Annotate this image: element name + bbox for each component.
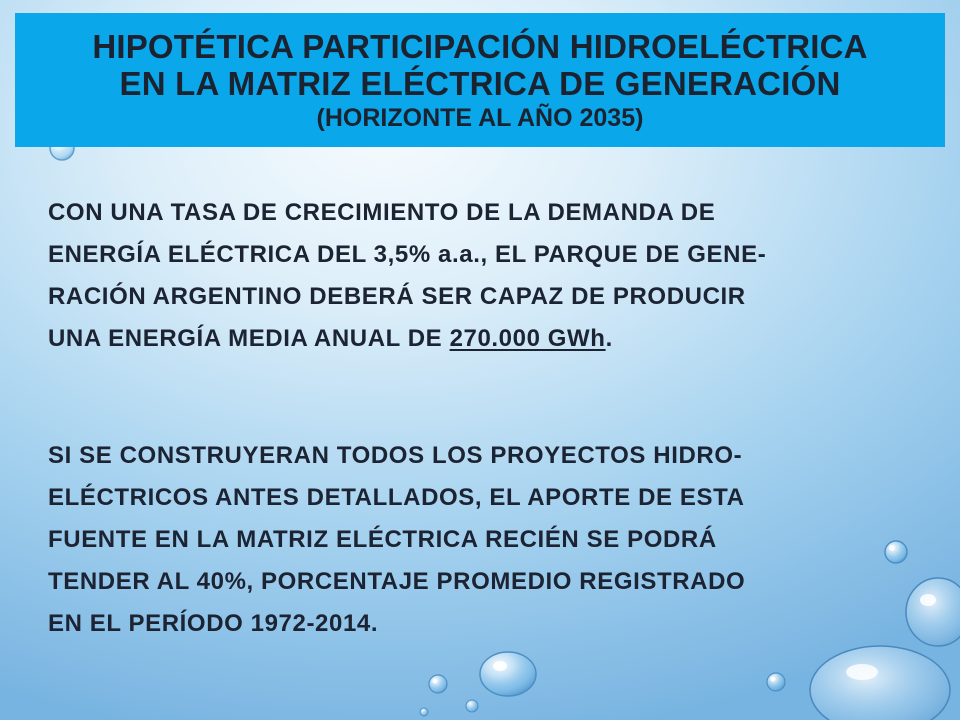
drop-bottom-center-large bbox=[480, 652, 536, 696]
title-subtitle: (HORIZONTE AL AÑO 2035) bbox=[316, 104, 644, 132]
paragraph-2-line-5: EN EL PERÍODO 1972-2014. bbox=[48, 610, 379, 637]
slide-body bbox=[48, 192, 908, 645]
paragraph-demand-growth bbox=[48, 192, 908, 360]
paragraph-2-line-3: FUENTE EN LA MATRIZ ELÉCTRICA RECIÉN SE PODRÁ bbox=[48, 526, 717, 553]
energy-figure-highlight: 270.000 GWh bbox=[449, 325, 606, 352]
drop-bottom-center-small bbox=[420, 675, 478, 716]
paragraph-1-line-1: CON UNA TASA DE CRECIMIENTO DE LA DEMANDA DE bbox=[48, 199, 716, 226]
paragraph-1-line-4-suffix: . bbox=[605, 325, 613, 352]
paragraph-1-line-4-prefix: UNA ENERGÍA MEDIA ANUAL DE bbox=[48, 325, 443, 352]
paragraph-2-line-2: ELÉCTRICOS ANTES DETALLADOS, EL APORTE DE ESTA bbox=[48, 484, 745, 511]
paragraph-2-line-1: SI SE CONSTRUYERAN TODOS LOS PROYECTOS HIDRO- bbox=[48, 442, 743, 469]
paragraph-1-line-4 bbox=[48, 318, 908, 360]
paragraph-1-line-2: ENERGÍA ELÉCTRICA DEL 3,5% a.a., EL PARQUE DE GENE- bbox=[48, 241, 767, 268]
title-line-2: EN LA MATRIZ ELÉCTRICA DE GENERACIÓN bbox=[119, 65, 841, 102]
title-banner bbox=[15, 13, 945, 147]
title-line-1: HIPOTÉTICA PARTICIPACIÓN HIDROELÉCTRICA bbox=[92, 28, 868, 65]
paragraph-2-line-4: TENDER AL 40%, PORCENTAJE PROMEDIO REGISTRADO bbox=[48, 568, 746, 595]
drop-bottom-right-cluster bbox=[767, 646, 950, 720]
drop-right-large bbox=[906, 578, 960, 646]
paragraph-1-line-3: RACIÓN ARGENTINO DEBERÁ SER CAPAZ DE PRODUCIR bbox=[48, 283, 746, 310]
paragraph-hydro-projects bbox=[48, 435, 908, 645]
